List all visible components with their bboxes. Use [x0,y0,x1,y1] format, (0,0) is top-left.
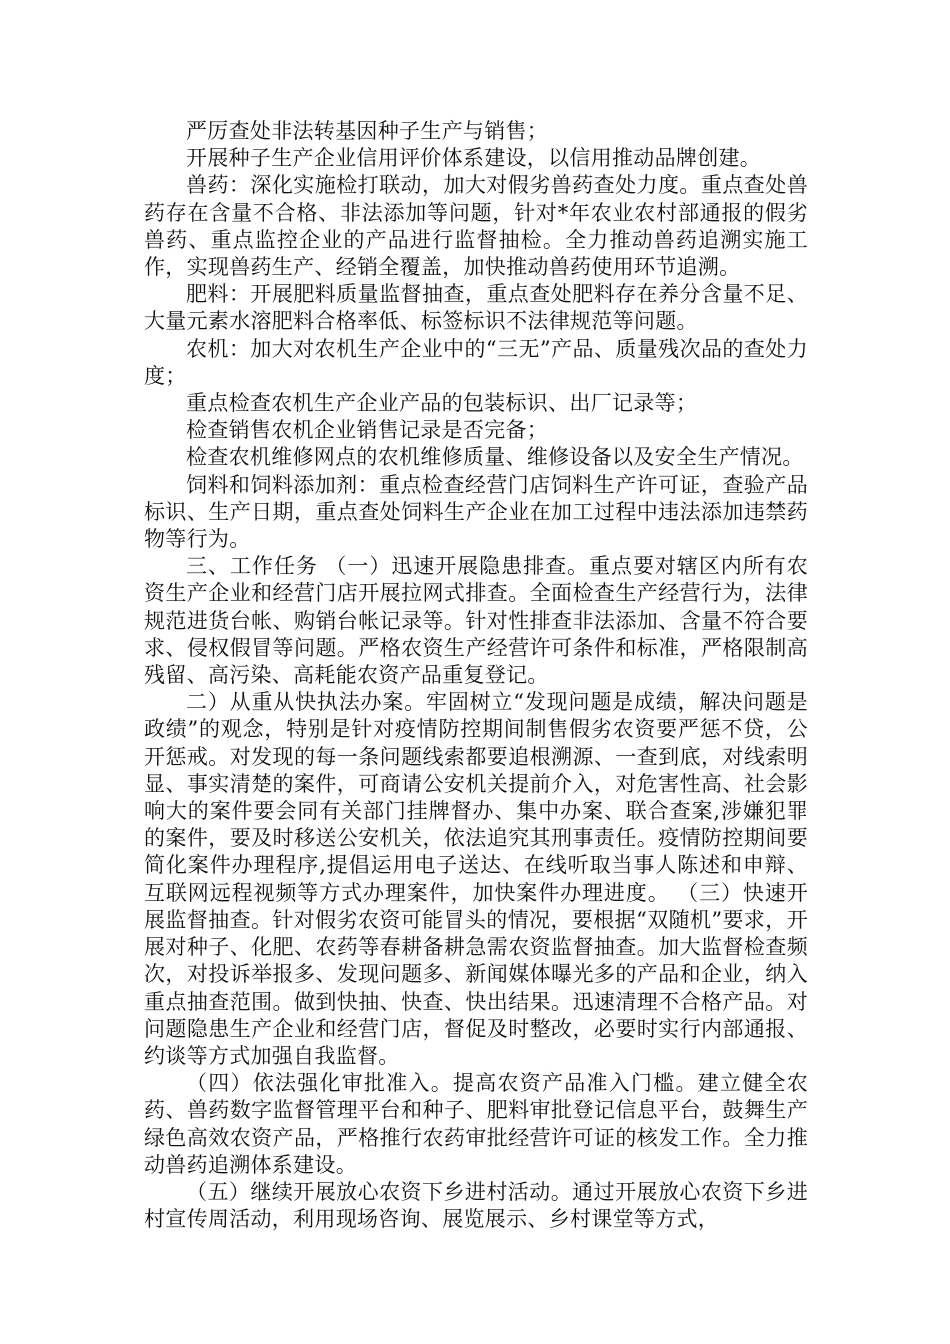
paragraph-fertilizer: 肥料：开展肥料质量监督抽查，重点查处肥料存在养分含量不足、大量元素水溶肥料合格率低、标签标识不法律规范等问题。 [144,282,808,334]
document-body [144,118,808,1233]
paragraph-task-enforcement: 二）从重从快执法办案。牢固树立“发现问题是成绩，解决问题是政绩”的观念，特别是针对疫情防控期间制售假劣农资要严惩不贷，公开惩戒。对发现的每一条问题线索都要追根溯源、一查到底，对线索明显、事实清楚的案件，可商请公安机关提前介入，对危害性高、社会影响大的案件要会同有关部门挂牌督办、集中办案、联合查案,涉嫌犯罪的案件，要及时移送公安机关，依法追究其刑事责任。疫情防控期间要简化案件办理程序,提倡运用电子送达、在线听取当事人陈述和申辩、互联网远程视频等方式办理案件，加快案件办理进度。 （三）快速开展监督抽查。针对假劣农资可能冒头的情况，要根据“双随机”要求，开展对种子、化肥、农药等春耕备耕急需农资监督抽查。加大监督检查频次，对投诉举报多、发现问题多、新闻媒体曝光多的产品和企业，纳入重点抽查范围。做到快抽、快查、快出结果。迅速清理不合格产品。对问题隐患生产企业和经营门店，督促及时整改，必要时实行内部通报、约谈等方式加强自我监督。 [144,690,808,1068]
paragraph-agri-machinery: 农机：加大对农机生产企业中的“三无”产品、质量残次品的查处力度； [144,336,808,388]
paragraph-task-approval: （四）依法强化审批准入。提高农资产品准入门槛。建立健全农药、兽药数字监督管理平台和种子、肥料审批登记信息平台，鼓舞生产绿色高效农资产品，严格推行农药审批经营许可证的核发工作。全力推动兽药追溯体系建设。 [144,1071,808,1177]
paragraph-feed-additives: 饲料和饲料添加剂：重点检查经营门店饲料生产许可证，查验产品标识、生产日期，重点查处饲料生产企业在加工过程中违法添加违禁药物等行为。 [144,472,808,552]
paragraph-task-hazard-check: 三、工作任务 （一）迅速开展隐患排查。重点要对辖区内所有农资生产企业和经营门店开展拉网式排查。全面检查生产经营行为，法律规范进货台帐、购销台帐记录等。针对性排查非法添加、含量不符合要求、侵权假冒等问题。严格农资生产经营许可条件和标准，严格限制高残留、高污染、高耗能农资产品重复登记。 [144,554,808,688]
paragraph-machinery-repair: 检查农机维修网点的农机维修质量、维修设备以及安全生产情况。 [186,445,804,470]
paragraph-machinery-sales: 检查销售农机企业销售记录是否完备； [186,418,549,443]
paragraph-veterinary-drugs: 兽药：深化实施检打联动，加大对假劣兽药查处力度。重点查处兽药存在含量不合格、非法添加等问题，针对*年农业农村部通报的假劣兽药、重点监控企业的产品进行监督抽检。全力推动兽药追溯实施工作，实现兽药生产、经销全覆盖，加快推动兽药使用环节追溯。 [144,173,808,280]
paragraph-seed-gmo: 严厉查处非法转基因种子生产与销售； [186,119,549,143]
paragraph-machinery-packaging: 重点检查农机生产企业产品的包装标识、出厂记录等； [186,391,698,416]
paragraph-task-rural-campaign: （五）继续开展放心农资下乡进村活动。通过开展放心农资下乡进村宣传周活动，利用现场咨询、展览展示、乡村课堂等方式， [144,1179,808,1232]
paragraph-seed-credit: 开展种子生产企业信用评价体系建设，以信用推动品牌创建。 [186,146,762,171]
